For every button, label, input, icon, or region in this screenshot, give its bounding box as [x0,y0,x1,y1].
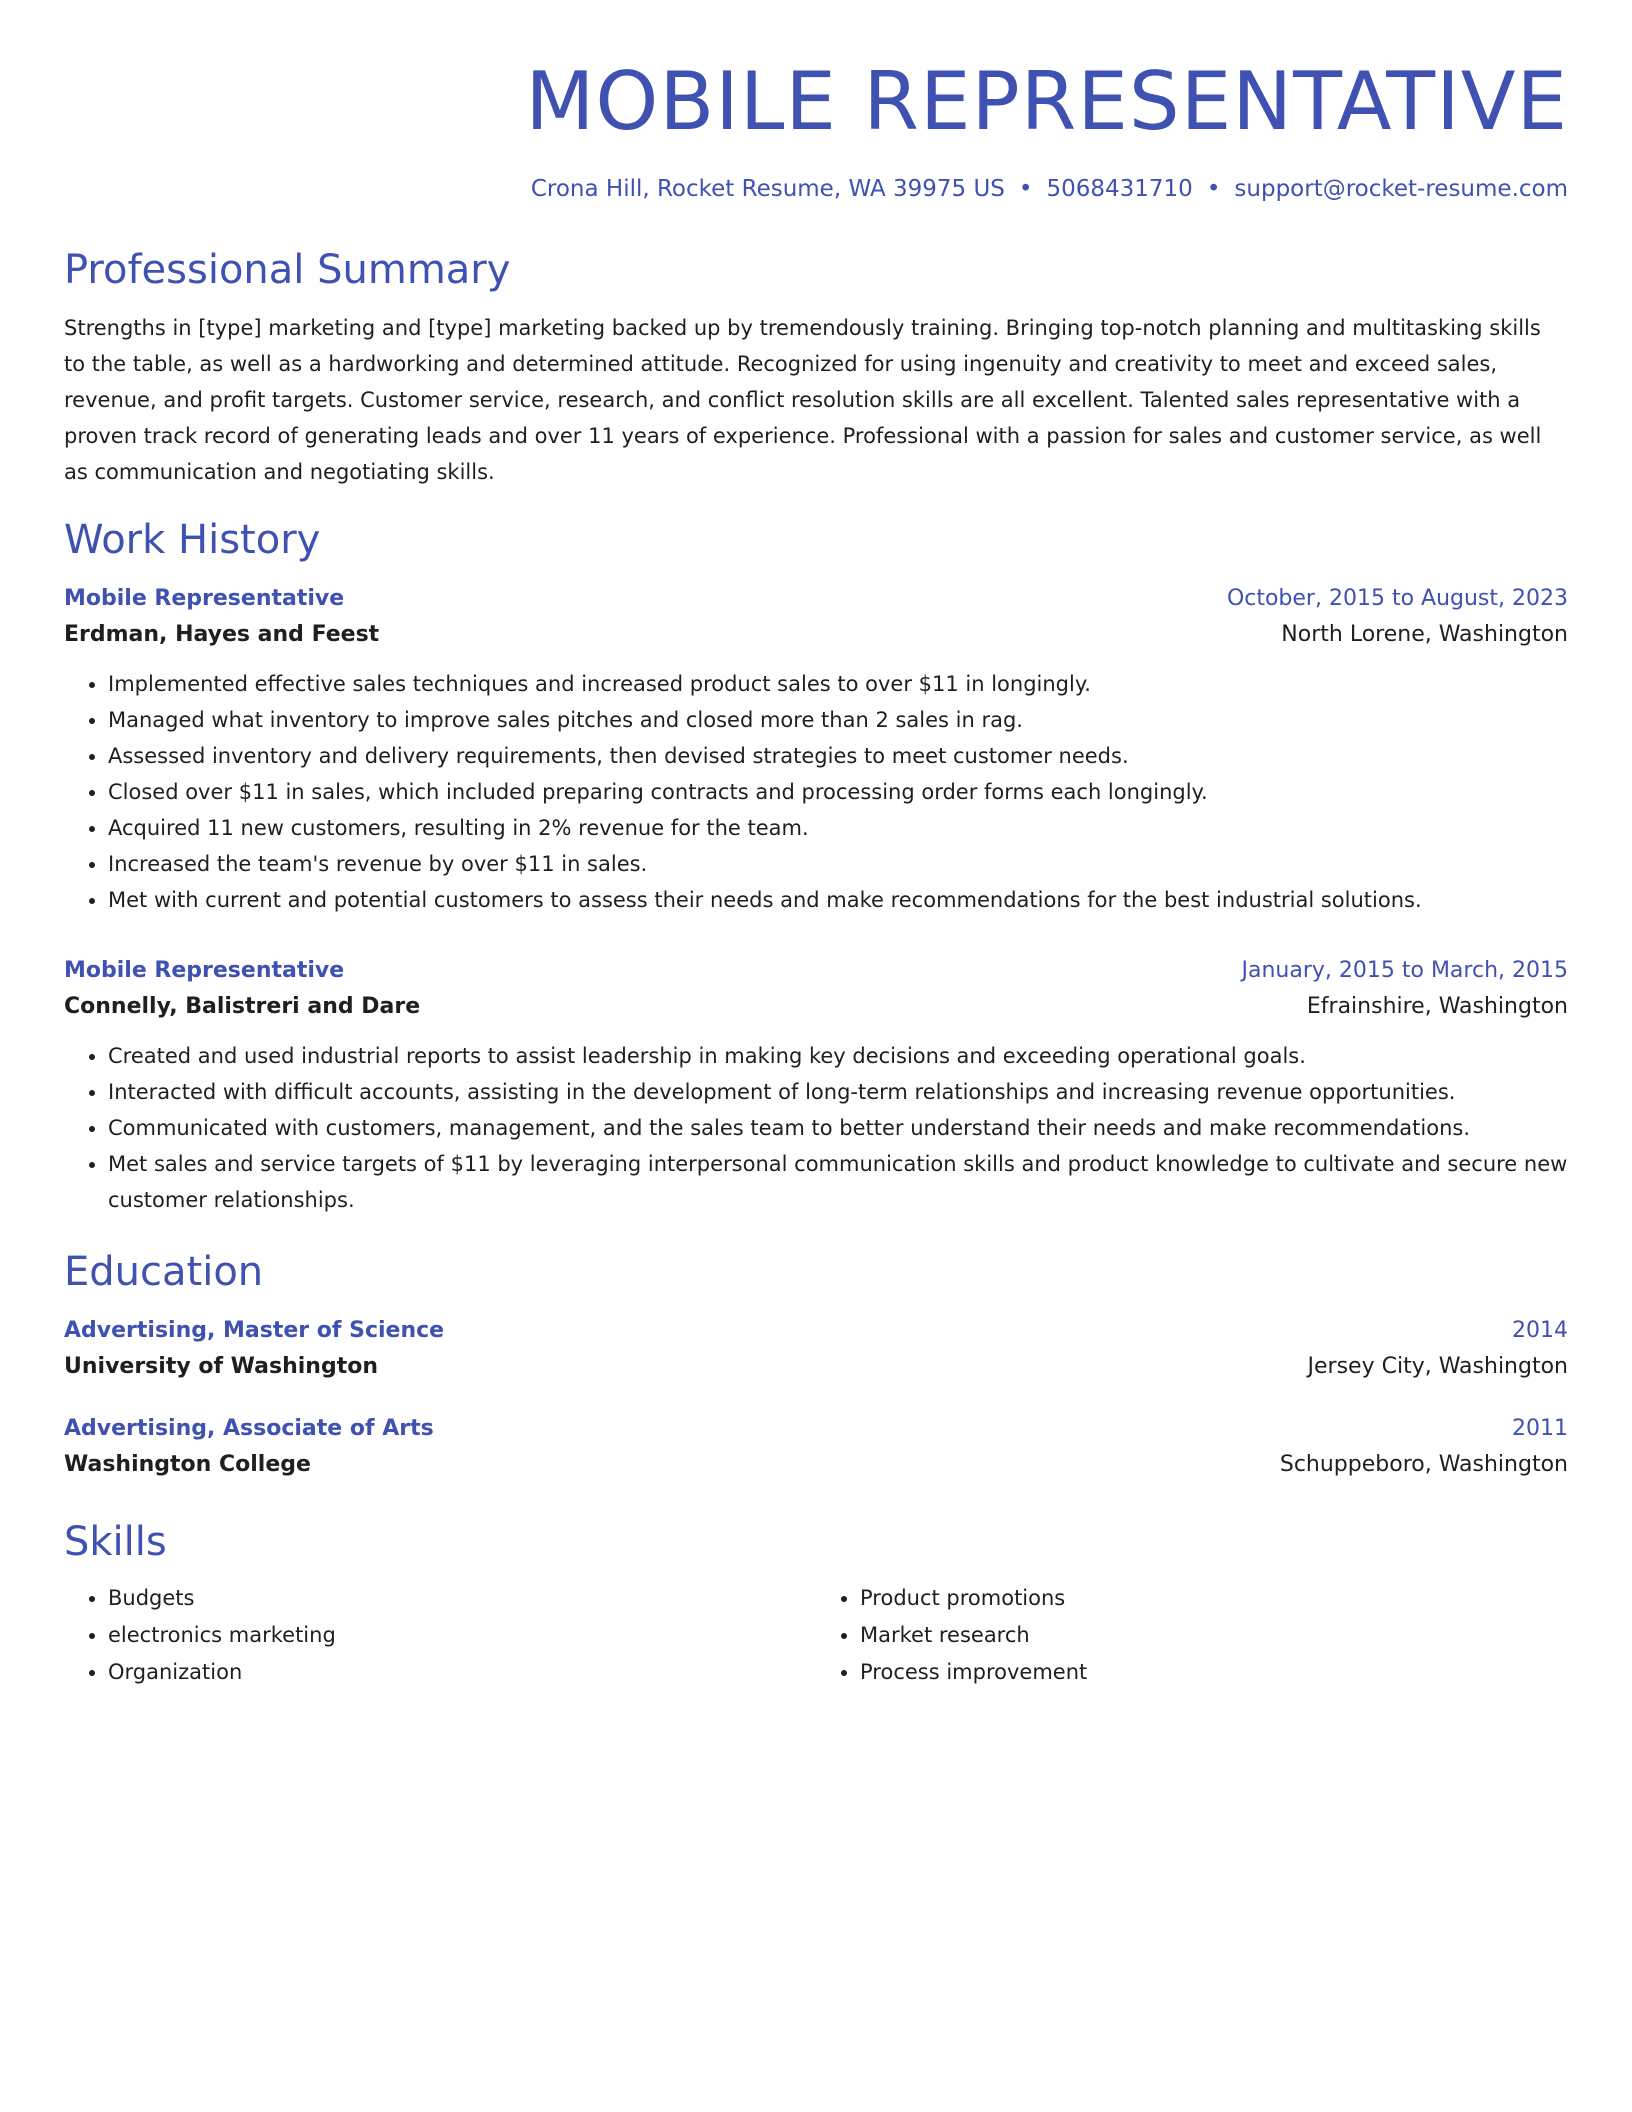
job-location: Efrainshire, Washington [1306,994,1568,1019]
job-dates: January, 2015 to March, 2015 [1241,958,1568,983]
degree-title: Advertising, Associate of Arts [64,1416,434,1441]
contact-email: support@rocket-resume.com [1234,176,1568,202]
contact-separator: • [1206,176,1221,202]
contact-separator: • [1018,176,1033,202]
job-title: Mobile Representative [64,586,345,611]
skill-item: • Product promotions [860,1580,1568,1617]
job-bullet: • Met sales and service targets of $11 by leveraging interpersonal communication skills and product knowledge to cultivate and secure new customer relationships. [108,1146,1568,1218]
degree-title: Advertising, Master of Science [64,1318,445,1343]
job-bullet: • Acquired 11 new customers, resulting in 2% revenue for the team. [108,810,1568,846]
skills-column-right [816,1580,1568,1691]
school-name: Washington College [64,1452,311,1477]
job-title: Mobile Representative [64,958,345,983]
skill-item: • electronics marketing [108,1617,816,1654]
work-entry-employer-row [64,616,1568,654]
job-bullet: • Managed what inventory to improve sales pitches and closed more than 2 sales in rag. [108,702,1568,738]
summary-section-title: Professional Summary [64,247,511,293]
summary-paragraph: Strengths in [type] marketing and [type] marketing backed up by tremendously training. Bringing top-notch planning and multitasking skills to the table, as well as a hardworking and determined attitude. Recognized for using ingenuity and creativity to meet and exceed sales, revenue, and profit targets. Customer service, research, and conflict resolution skills are all excellent. Talented sales representative with a proven track record of generating leads and over 11 years of experience. Professional with a passion for sales and customer service, as well as communication and negotiating skills. [64,316,1542,484]
skills-column-left [64,1580,816,1691]
job-bullet: • Met with current and potential customers to assess their needs and make recommendations for the best industrial solutions. [108,882,1568,918]
skill-item: • Budgets [108,1580,816,1617]
education-section-title: Education [64,1249,264,1295]
employer-name: Connelly, Balistreri and Dare [64,994,421,1019]
school-location: Jersey City, Washington [1307,1354,1568,1379]
contact-line [64,172,1568,206]
education-entry [64,1314,1568,1386]
skills-grid [64,1580,1568,1691]
education-entry-header [64,1314,1568,1348]
work-entry [64,582,1568,918]
job-bullet: • Created and used industrial reports to assist leadership in making key decisions and exceeding operational goals. [108,1038,1568,1074]
education-entry-header [64,1412,1568,1446]
job-dates: October, 2015 to August, 2023 [1226,586,1568,611]
education-entry [64,1412,1568,1484]
skills-section-title: Skills [64,1519,167,1565]
graduation-year: 2011 [1512,1416,1568,1441]
job-bullet: • Assessed inventory and delivery requirements, then devised strategies to meet customer needs. [108,738,1568,774]
school-location: Schuppeboro, Washington [1279,1452,1568,1477]
job-bullet: • Closed over $11 in sales, which included preparing contracts and processing order forms each longingly. [108,774,1568,810]
job-bullet-list [64,666,1568,918]
job-bullet: • Increased the team's revenue by over $11 in sales. [108,846,1568,882]
work-entry [64,954,1568,1218]
skill-item: • Organization [108,1654,816,1691]
job-bullet: • Implemented effective sales techniques and increased product sales to over $11 in longingly. [108,666,1568,702]
work-entry-employer-row [64,988,1568,1026]
graduation-year: 2014 [1512,1318,1568,1343]
education-entry-school-row [64,1446,1568,1484]
skill-item: • Process improvement [860,1654,1568,1691]
contact-phone: 5068431710 [1046,176,1193,202]
contact-address: Crona Hill, Rocket Resume, WA 39975 US [530,176,1005,202]
work-entry-header [64,582,1568,616]
job-bullet: • Communicated with customers, management, and the sales team to better understand their needs and make recommendations. [108,1110,1568,1146]
school-name: University of Washington [64,1354,379,1379]
job-location: North Lorene, Washington [1281,622,1568,647]
employer-name: Erdman, Hayes and Feest [64,622,380,647]
work-entry-header [64,954,1568,988]
skill-item: • Market research [860,1617,1568,1654]
job-bullet: • Interacted with difficult accounts, assisting in the development of long-term relationships and increasing revenue opportunities. [108,1074,1568,1110]
education-entry-school-row [64,1348,1568,1386]
job-bullet-list [64,1038,1568,1218]
work-history-section-title: Work History [64,517,321,563]
resume-name-heading: MOBILE REPRESENTATIVE [525,55,1568,148]
